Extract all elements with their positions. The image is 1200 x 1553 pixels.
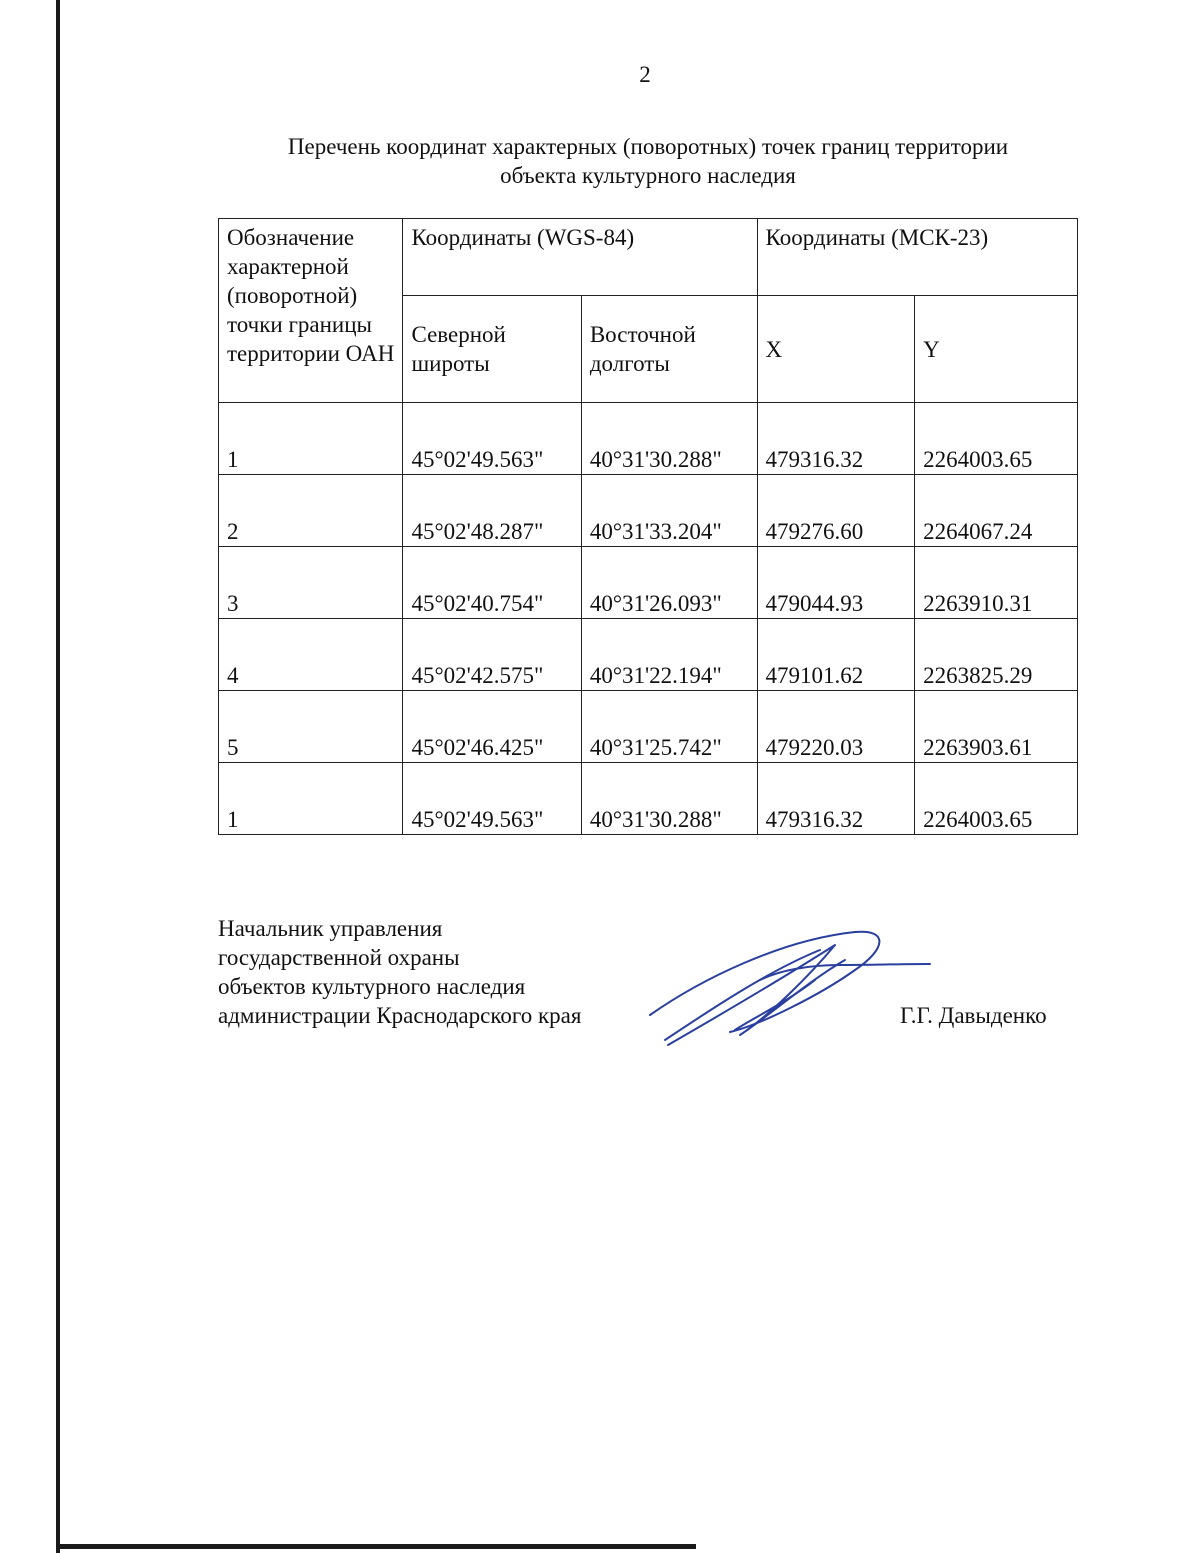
cell-point: 1: [219, 403, 403, 475]
table-row: [219, 691, 1078, 763]
header-y: Y: [915, 296, 1078, 403]
cell-longitude: 40°31'33.204": [581, 475, 757, 547]
page-number: 2: [639, 62, 651, 87]
cell-y: 2264067.24: [915, 475, 1078, 547]
cell-x: 479101.62: [757, 619, 915, 691]
title-line-1: Перечень координат характерных (поворотных) точек границ территории: [287, 134, 1009, 159]
header-east-longitude: Восточной долготы: [581, 296, 757, 403]
header-wgs84: Координаты (WGS-84): [403, 219, 757, 296]
cell-x: 479316.32: [757, 403, 915, 475]
document-title: [218, 132, 1078, 190]
table-row: [219, 475, 1078, 547]
cell-point: 5: [219, 691, 403, 763]
cell-longitude: 40°31'22.194": [581, 619, 757, 691]
cell-longitude: 40°31'25.742": [581, 691, 757, 763]
cell-x: 479276.60: [757, 475, 915, 547]
cell-latitude: 45°02'49.563": [403, 763, 581, 835]
cell-y: 2264003.65: [915, 763, 1078, 835]
signatory-title-line-2: государственной охраны: [218, 945, 460, 970]
header-x: X: [757, 296, 915, 403]
cell-y: 2263825.29: [915, 619, 1078, 691]
cell-y: 2264003.65: [915, 403, 1078, 475]
table-row: [219, 763, 1078, 835]
scan-left-edge: [56, 0, 60, 1553]
cell-latitude: 45°02'42.575": [403, 619, 581, 691]
header-msk23: Координаты (МСК-23): [757, 219, 1077, 296]
handwritten-signature: [640, 920, 940, 1060]
table-row: [219, 403, 1078, 475]
cell-longitude: 40°31'30.288": [581, 763, 757, 835]
coordinates-table: [218, 218, 1078, 835]
table-row: [219, 619, 1078, 691]
cell-longitude: 40°31'26.093": [581, 547, 757, 619]
cell-x: 479044.93: [757, 547, 915, 619]
cell-latitude: 45°02'46.425": [403, 691, 581, 763]
signatory-title-line-4: администрации Краснодарского края: [218, 1003, 582, 1028]
signatory-title-line-1: Начальник управления: [218, 916, 443, 941]
title-line-2: объекта культурного наследия: [500, 163, 796, 188]
cell-point: 4: [219, 619, 403, 691]
signatory-title: [218, 914, 581, 1030]
cell-y: 2263910.31: [915, 547, 1078, 619]
cell-longitude: 40°31'30.288": [581, 403, 757, 475]
cell-latitude: 45°02'48.287": [403, 475, 581, 547]
cell-point: 2: [219, 475, 403, 547]
cell-latitude: 45°02'40.754": [403, 547, 581, 619]
header-designation: Обозначение характерной (поворотной) точки границы территории ОАН: [219, 219, 403, 403]
cell-latitude: 45°02'49.563": [403, 403, 581, 475]
cell-point: 3: [219, 547, 403, 619]
header-north-latitude: Северной широты: [403, 296, 581, 403]
scan-bottom-edge: [56, 1544, 696, 1549]
cell-y: 2263903.61: [915, 691, 1078, 763]
cell-x: 479316.32: [757, 763, 915, 835]
cell-point: 1: [219, 763, 403, 835]
signatory-name: Г.Г. Давыденко: [900, 1003, 1047, 1028]
cell-x: 479220.03: [757, 691, 915, 763]
signatory-title-line-3: объектов культурного наследия: [218, 974, 526, 999]
table-row: [219, 547, 1078, 619]
